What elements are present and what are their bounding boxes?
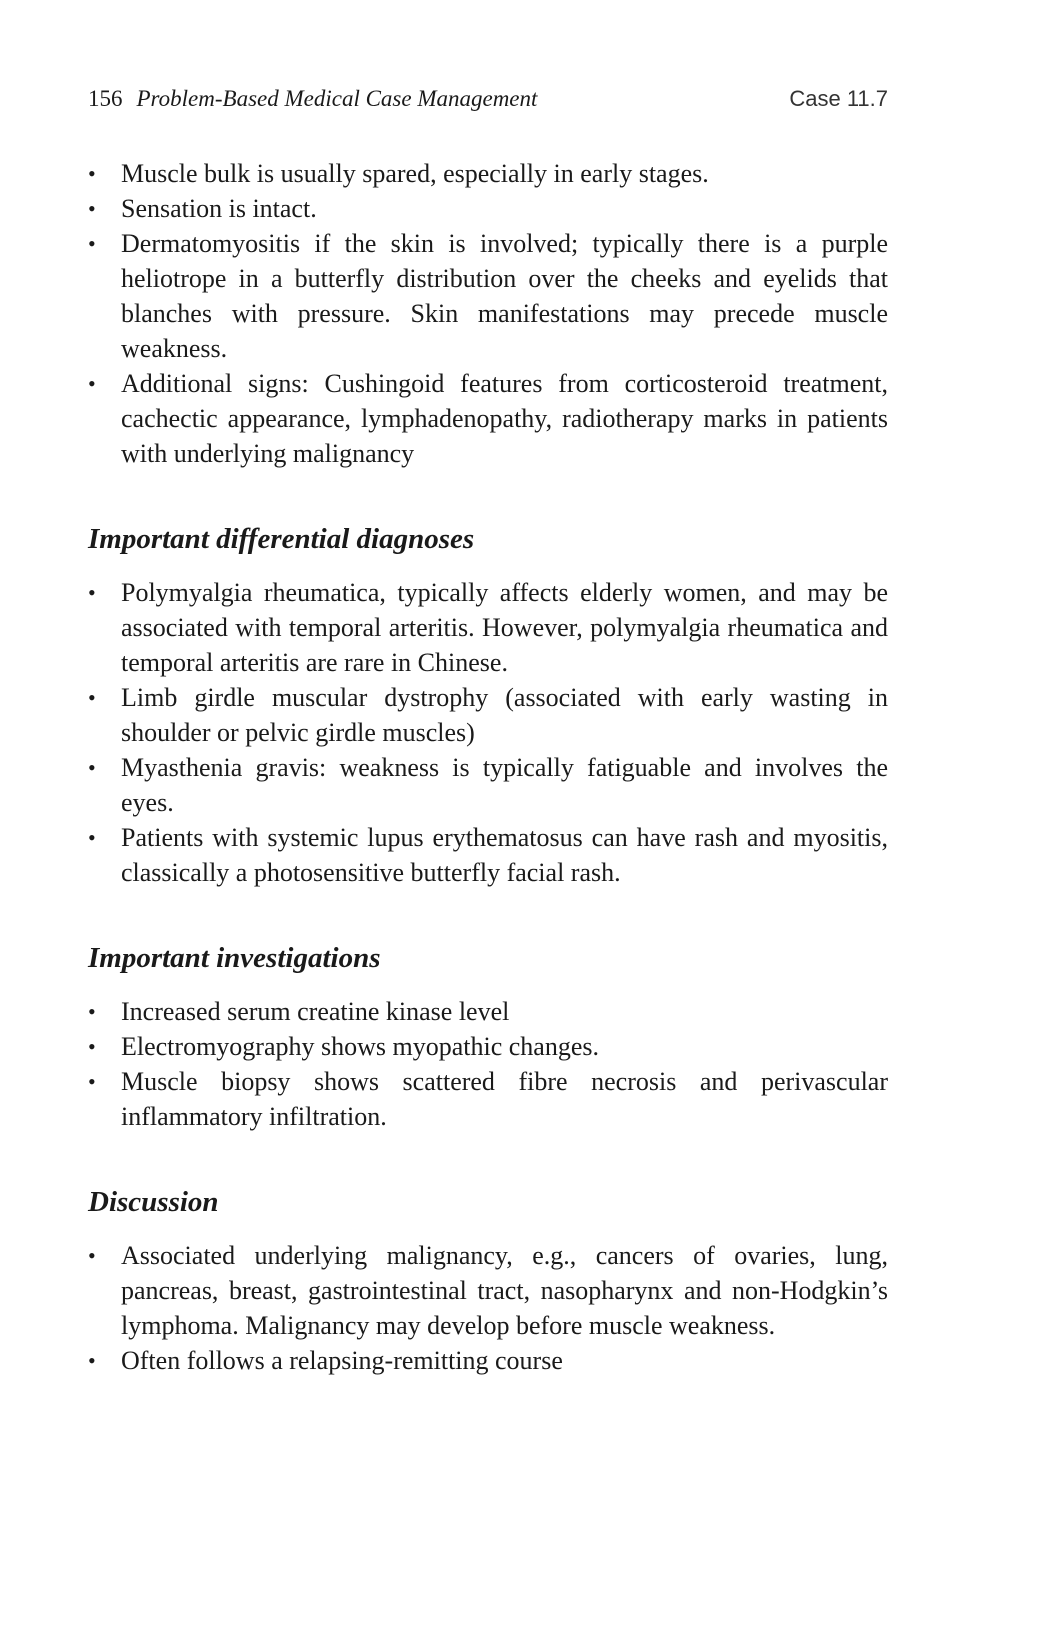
list-item: • Polymyalgia rheumatica, typically affects elderly women, and may be associated with temporal arteritis. However, polymyalgia rheumatica and temporal arteritis are rare in Chinese. — [88, 575, 888, 680]
book-title: Problem-Based Medical Case Management — [136, 86, 538, 111]
section-heading-discussion: Discussion — [88, 1186, 219, 1218]
running-head — [88, 84, 888, 114]
list-item: • Increased serum creatine kinase level — [88, 994, 888, 1029]
running-head-left — [88, 84, 537, 114]
list-item: • Myasthenia gravis: weakness is typically fatiguable and involves the eyes. — [88, 750, 888, 820]
investigations-bullet-list — [88, 994, 888, 1134]
list-item: • Muscle biopsy shows scattered fibre necrosis and perivascular inflammatory infiltration. — [88, 1064, 888, 1134]
list-item: • Associated underlying malignancy, e.g., cancers of ovaries, lung, pancreas, breast, gastrointestinal tract, nasopharynx and non-Hodgkin’s lymphoma. Malignancy may develop before muscle weakness. — [88, 1238, 888, 1343]
list-item: • Dermatomyositis if the skin is involved; typically there is a purple heliotrope in a butterfly distribution over the cheeks and eyelids that blanches with pressure. Skin manifestations may precede muscle weakness. — [88, 226, 888, 366]
differential-bullet-list — [88, 575, 888, 890]
discussion-bullet-list — [88, 1238, 888, 1378]
section-heading-differential: Important differential diagnoses — [88, 523, 475, 555]
list-item: • Often follows a relapsing-remitting course — [88, 1343, 888, 1378]
page-number: 156 — [88, 86, 123, 111]
section-heading-investigations: Important investigations — [88, 942, 381, 974]
list-item: • Limb girdle muscular dystrophy (associated with early wasting in shoulder or pelvic girdle muscles) — [88, 680, 888, 750]
case-label: Case 11.7 — [789, 86, 888, 111]
list-item: • Patients with systemic lupus erythematosus can have rash and myositis, classically a photosensitive butterfly facial rash. — [88, 820, 888, 890]
list-item: • Additional signs: Cushingoid features from corticosteroid treatment, cachectic appearance, lymphadenopathy, radiotherapy marks in patients with underlying malignancy — [88, 366, 888, 471]
intro-bullet-list — [88, 156, 888, 471]
list-item: • Electromyography shows myopathic changes. — [88, 1029, 888, 1064]
list-item: • Muscle bulk is usually spared, especially in early stages. — [88, 156, 888, 191]
list-item: • Sensation is intact. — [88, 191, 888, 226]
book-page — [88, 84, 888, 1378]
